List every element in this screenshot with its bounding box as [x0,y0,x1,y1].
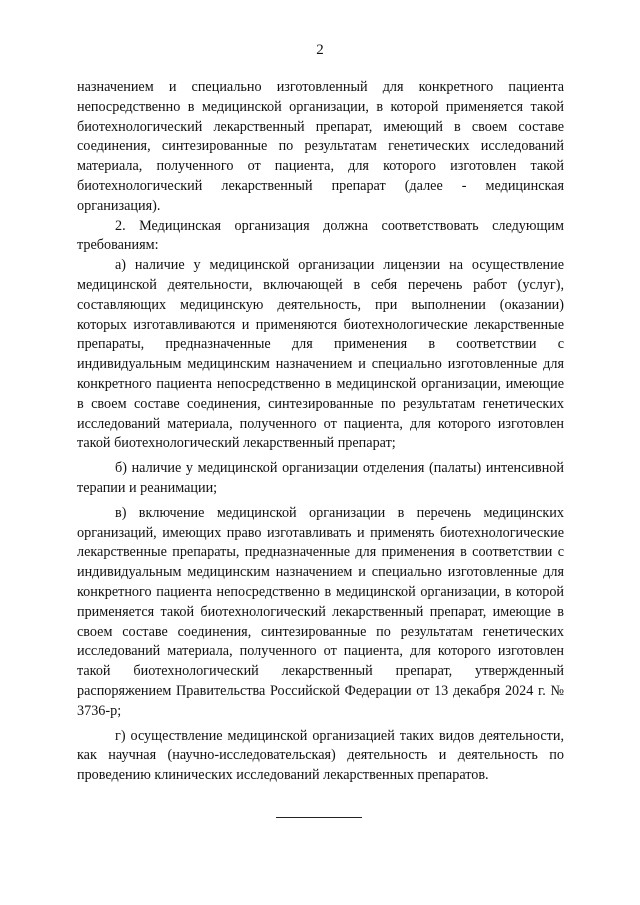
page-number: 2 [316,42,324,58]
paragraph-subitem-a: а) наличие у медицинской организации лицензии на осуществление медицинской деятельности, включающей в себя перечень работ (услуг), составляющих медицинскую деятельность, при выполнении (оказании) которых изготавливаются и применяются биотехнологические лекарственные препараты, предназначенные для применения в соответствии с индивидуальным медицинским назначением и специально изготовленные для конкретного пациента непосредственно в медицинской организации, имеющие в своем составе соединения, синтезированные по результатам генетических исследований материала, полученного от пациента, для которого изготовлен такой биотехнологический лекарственный препарат; [77,257,564,452]
paragraph-subitem-v: в) включение медицинской организации в перечень медицинских организаций, имеющих право изготавливать и применять биотехнологические лекарственные препараты, предназначенные для применения в соответствии с индивидуальным медицинским назначением и специально изготовленные для конкретного пациента непосредственно в медицинской организации, в которой применяется такой биотехнологический лекарственный препарат, имеющие в своем составе соединения, синтезированные по результатам генетических исследований материала, полученного от пациента, для которого изготовлен такой биотехнологический лекарственный препарат, утвержденный распоряжением Правительства Российской Федерации от 13 декабря 2024 г. № 3736-р; [77,504,564,719]
paragraph-continuation: назначением и специально изготовленный для конкретного пациента непосредственно в медицинской организации, в которой применяется такой биотехнологический лекарственный препарат, имеющий в своем составе соединения, синтезированные по результатам генетических исследований материала, полученного от пациента, для которого изготовлен такой биотехнологический лекарственный препарат (далее - медицинская организация). [77,79,564,214]
footer-divider [276,817,362,818]
paragraph-item-2: 2. Медицинская организация должна соответствовать следующим требованиям: [77,217,564,254]
document-body [77,78,564,786]
paragraph-subitem-g: г) осуществление медицинской организацией таких видов деятельности, как научная (научно-исследовательская) деятельность и деятельность по проведению клинических исследований лекарственных препаратов. [77,727,564,784]
paragraph-subitem-b: б) наличие у медицинской организации отделения (палаты) интенсивной терапии и реанимации; [77,460,564,496]
